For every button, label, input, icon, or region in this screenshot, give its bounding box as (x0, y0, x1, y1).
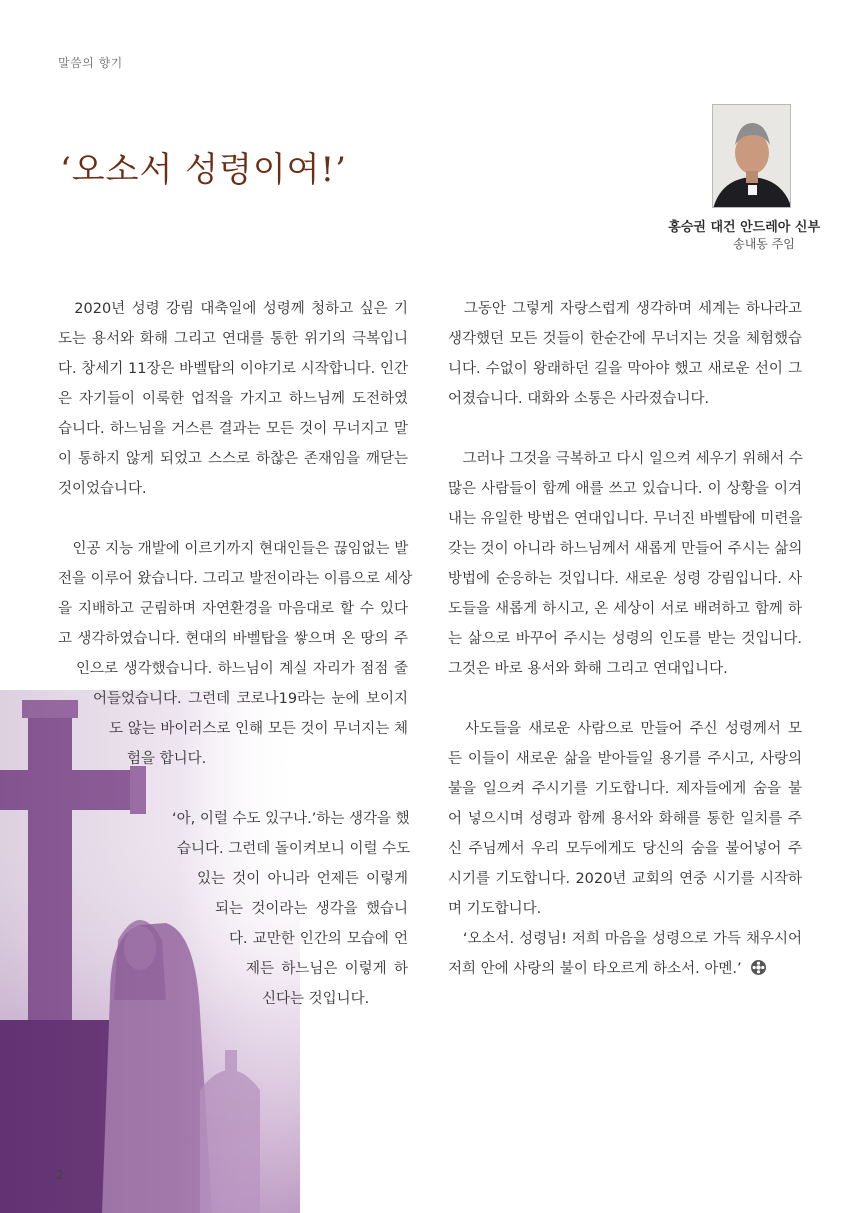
text-line: 전을 이루어 왔습니다. 그리고 발전이라는 이름으로 세상 (58, 571, 413, 587)
text-line: 많은 사람들이 함께 애를 쓰고 있습니다. 이 상황을 이겨 (448, 481, 802, 497)
text-line: 험을 합니다. (127, 751, 207, 767)
text-line: 2020년 성령 강림 대축일에 성령께 청하고 싶은 기 (58, 301, 408, 317)
author-name: 홍승권 대건 안드레아 신부 (668, 220, 820, 235)
closing-prayer-text: 저희 안에 사랑의 불이 타오르게 하소서. 아멘.’ (448, 961, 742, 977)
text-line: 시기를 기도합니다. 2020년 교회의 연중 시기를 시작하 (448, 871, 802, 887)
text-line: 어졌습니다. 대화와 소통은 사라졌습니다. (448, 391, 710, 407)
text-line: 것이었습니다. (58, 481, 147, 497)
author-role: 송내동 주임 (733, 237, 795, 251)
text-line: 사도들을 새로운 사람으로 만들어 주신 성령께서 모 (448, 721, 802, 737)
text-line: 며 기도합니다. (448, 901, 542, 917)
text-line: 그동안 그렇게 자랑스럽게 생각하며 세계는 하나라고 (448, 301, 802, 317)
section-label: 말씀의 향기 (58, 56, 123, 70)
author-photo (712, 104, 791, 208)
text-line: 신다는 것입니다. (262, 991, 370, 1007)
text-line: 어 넣으시며 성령과 함께 용서와 화해를 통한 일치를 주 (448, 811, 802, 827)
text-line: 다. 교만한 인간의 모습에 언 (229, 931, 408, 947)
text-line: 갖는 것이 아니라 하느님께서 새롭게 만들어 주시는 삶의 (448, 541, 803, 557)
text-line: 습니다. 하느님을 거스른 결과는 모든 것이 무너지고 말 (58, 421, 408, 437)
text-line: 을 지배하고 군림하며 자연환경을 마음대로 할 수 있다 (58, 601, 408, 617)
text-line: 신 주님께서 우리 모두에게도 당신의 숨을 불어넣어 주 (448, 841, 802, 857)
text-line: 방법에 순응하는 것입니다. 새로운 성령 강림입니다. 사 (448, 571, 802, 587)
text-line: 는 삶으로 바꾸어 주시는 성령의 인도를 받는 것입니다. (448, 631, 802, 647)
text-line: 인공 지능 개발에 이르기까지 현대인들은 끊임없는 발 (58, 541, 409, 557)
text-line-last (448, 954, 767, 984)
text-line: 든 이들이 새로운 삶을 받아들일 용기를 주시고, 사랑의 (448, 751, 802, 767)
text-line: 있는 것이 아니라 언제든 이렇게 (197, 871, 408, 887)
end-ornament-icon (750, 959, 767, 976)
text-line: 이 통하지 않게 되었고 스스로 하찮은 존재임을 깨닫는 (58, 451, 408, 467)
text-line: ‘아, 이럴 수도 있구나.’하는 생각을 했 (172, 811, 410, 827)
text-line: 도 않는 바이러스로 인해 모든 것이 무너지는 체 (109, 721, 408, 737)
text-line: 은 자기들이 이룩한 업적을 가지고 하느님께 도전하였 (58, 391, 408, 407)
text-line: 되는 것이라는 생각을 했습니 (215, 901, 408, 917)
text-line: 인으로 생각했습니다. 하느님이 계실 자리가 점점 줄 (76, 661, 408, 677)
text-line: ‘오소서. 성령님! 저희 마음을 성령으로 가득 채우시어 (448, 931, 802, 947)
text-line: 불을 일으켜 주시기를 기도합니다. 제자들에게 숨을 불 (448, 781, 802, 797)
text-line: 다. 창세기 11장은 바벨탑의 이야기로 시작합니다. 인간 (58, 361, 408, 377)
text-line: 어들었습니다. 그런데 코로나19라는 눈에 보이지 (93, 691, 408, 707)
text-line: 도는 용서와 화해 그리고 연대를 통한 위기의 극복입니 (58, 331, 408, 347)
text-line: 고 생각하였습니다. 현대의 바벨탑을 쌓으며 온 땅의 주 (58, 631, 408, 647)
text-line: 습니다. 그런데 돌이켜보니 이럴 수도 (177, 841, 411, 857)
text-line: 도들을 새롭게 하시고, 온 세상이 서로 배려하고 함께 하 (448, 601, 802, 617)
author-info (640, 219, 820, 253)
text-line: 그것은 바로 용서와 화해 그리고 연대입니다. (448, 661, 728, 677)
article-title: ‘오소서 성령이여!’ (60, 150, 347, 190)
page-number: 2 (56, 1168, 64, 1182)
text-line: 생각했던 모든 것들이 한순간에 무너지는 것을 체험했습 (448, 331, 802, 347)
text-line: 그러나 그것을 극복하고 다시 일으켜 세우기 위해서 수 (448, 451, 803, 467)
text-line: 내는 유일한 방법은 연대입니다. 무너진 바벨탑에 미련을 (448, 511, 803, 527)
text-line: 제든 하느님은 이렇게 하 (246, 961, 408, 977)
text-line: 니다. 수없이 왕래하던 길을 막아야 했고 새로운 선이 그 (448, 361, 802, 377)
